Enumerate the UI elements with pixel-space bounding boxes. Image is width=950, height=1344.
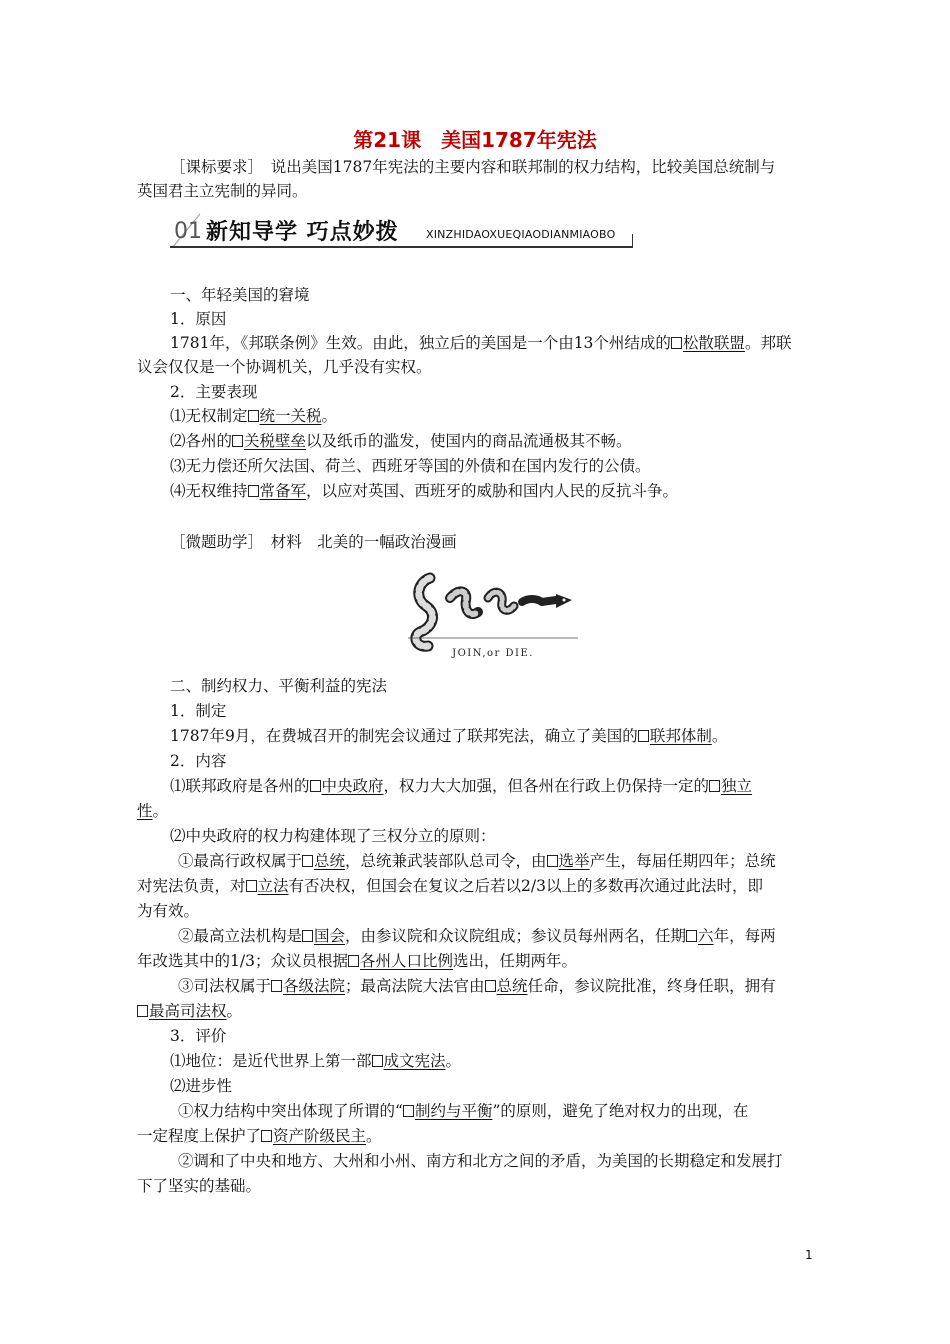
micro-label: ［微题助学］ 材料 北美的一幅政治漫画 xyxy=(170,533,457,551)
s1-item-2: ⑵各州的 关税壁垒以及纸币的滥发，使国内的商品流通极其不畅。 xyxy=(170,432,632,450)
blank-box-icon xyxy=(403,1105,414,1117)
banner-number: 01 xyxy=(174,219,202,244)
s2-formulate-para: 1787年9月，在费城召开的制宪会议通过了联邦宪法，确立了美国的 联邦体制。 xyxy=(170,727,728,745)
cartoon-caption: JOIN,or DIE. xyxy=(452,648,534,659)
s2-content-2: ⑵中央政府的权力构建体现了三权分立的原则： xyxy=(170,827,496,845)
s2-legislative-cont: 年改选其中的1/3；众议员根据 各州人口比例选出，任期两年。 xyxy=(137,952,577,970)
s1-item-1: ⑴无权制定 统一关税。 xyxy=(170,407,338,425)
blank-box-icon xyxy=(709,780,720,792)
s2-content-1: ⑴联邦政府是各州的 中央政府，权力大大加强，但各州在行政上仍保持一定的 独立 xyxy=(170,777,753,795)
s2-executive-cont-2: 为有效。 xyxy=(137,902,200,920)
blank-box-icon xyxy=(638,730,649,742)
s2-content-1-cont: 性。 xyxy=(137,802,169,820)
blank-box-icon xyxy=(302,930,313,942)
s2-judicial: ③司法权属于 各级法院；最高法院大法官由 总统任命，参议院批准，终身任职，拥有 xyxy=(178,977,776,995)
blank-box-icon xyxy=(261,1130,272,1142)
s1-item-3: ⑶无力偿还所欠法国、荷兰、西班牙等国的外债和在国内发行的公债。 xyxy=(170,457,651,475)
s1-manifest-heading: 2．主要表现 xyxy=(170,383,258,401)
blank-box-icon xyxy=(547,855,558,867)
requirement-line-1: ［课标要求］ 说出美国1787年宪法的主要内容和联邦制的权力结构，比较美国总统制与 xyxy=(170,158,776,176)
blank-box-icon xyxy=(271,980,282,992)
s2-evaluation-status: ⑴地位：是近代世界上第一部 成文宪法。 xyxy=(170,1052,462,1070)
banner-rule-end xyxy=(632,234,633,248)
blank-box-icon xyxy=(671,337,682,349)
page-title: 第21课 美国1787年宪法 xyxy=(353,128,597,152)
s2-progress-2-cont: 下了坚实的基础。 xyxy=(137,1177,262,1195)
banner-pinyin: XINZHIDAOXUEQIAODIANMIAOBO xyxy=(426,228,616,241)
section-2-heading: 二、制约权力、平衡利益的宪法 xyxy=(170,677,388,695)
s2-formulate-heading: 1．制定 xyxy=(170,702,227,720)
blank-box-icon xyxy=(310,780,321,792)
s2-evaluation-progress: ⑵进步性 xyxy=(170,1077,233,1095)
s2-executive: ①最高行政权属于 总统，总统兼武装部队总司令，由 选举产生，每届任期四年；总统 xyxy=(178,852,776,870)
s2-legislative: ②最高立法机构是 国会，由参议院和众议院组成；参议员每州两名，任期 六年，每两 xyxy=(178,927,776,945)
blank-box-icon xyxy=(302,855,313,867)
s1-item-4: ⑷无权维持 常备军，以应对英国、西班牙的威胁和国内人民的反抗斗争。 xyxy=(170,482,679,500)
s2-content-heading: 2．内容 xyxy=(170,752,227,770)
blank-box-icon xyxy=(372,1055,383,1067)
s2-progress-1-cont: 一定程度上保护了 资产阶级民主。 xyxy=(137,1127,382,1145)
s1-reason-para-cont: 议会仅仅是一个协调机关，几乎没有实权。 xyxy=(137,358,432,376)
blank-box-icon xyxy=(137,1005,148,1017)
s2-progress-1: ①权力结构中突出体现了所谓的“ 制约与平衡”的原则，避免了绝对权力的出现，在 xyxy=(178,1102,749,1120)
banner-title: 新知导学 巧点妙拨 xyxy=(206,220,399,245)
page-number: 1 xyxy=(805,1248,813,1262)
requirement-line-2: 英国君主立宪制的异同。 xyxy=(137,182,308,200)
blank-box-icon xyxy=(248,485,259,497)
s1-reason-para: 1781年，《邦联条例》生效。由此，独立后的美国是一个由13个州结成的 松散联盟。邦联 xyxy=(170,334,792,352)
s2-judicial-cont: 最高司法权。 xyxy=(137,1000,242,1022)
blank-box-icon xyxy=(232,435,243,447)
blank-box-icon xyxy=(248,410,259,422)
section-banner xyxy=(170,212,633,248)
join-or-die-snake-cartoon xyxy=(408,568,578,660)
s1-reason-heading: 1．原因 xyxy=(170,310,227,328)
section-1-heading: 一、年轻美国的窘境 xyxy=(170,286,310,304)
blank-box-icon xyxy=(246,880,257,892)
banner-rule xyxy=(170,246,633,248)
s2-evaluation-heading: 3．评价 xyxy=(170,1027,227,1045)
s2-executive-cont: 对宪法负责，对 立法有否决权，但国会在复议之后若以2/3以上的多数再次通过此法时，即 xyxy=(137,877,763,895)
blank-box-icon xyxy=(348,955,359,967)
blank-box-icon xyxy=(686,930,697,942)
s2-progress-2: ②调和了中央和地方、大州和小州、南方和北方之间的矛盾，为美国的长期稳定和发展打 xyxy=(178,1152,783,1170)
blank-box-icon xyxy=(485,980,496,992)
